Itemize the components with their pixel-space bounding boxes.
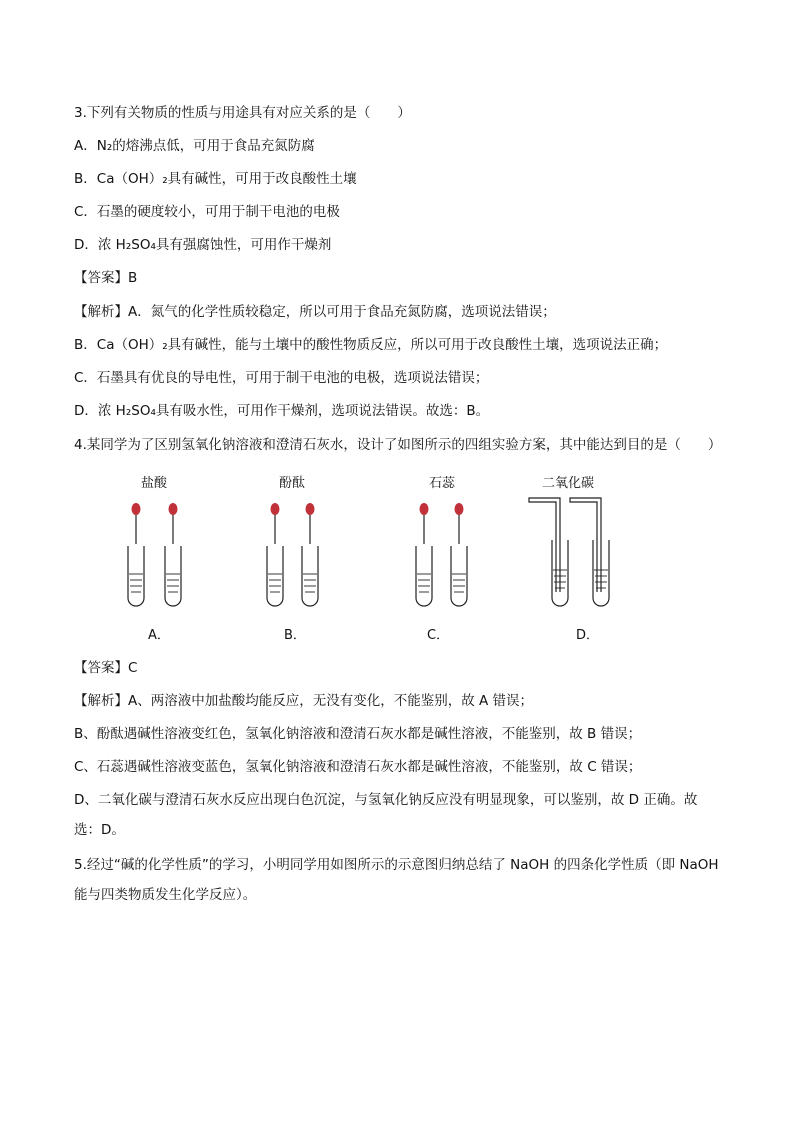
- q3-stem: 3.下列有关物质的性质与用途具有对应关系的是（ ）: [74, 105, 411, 121]
- set-c-droppers: [424, 510, 459, 544]
- q3-analysis-a: 【解析】A．氮气的化学性质较稳定，所以可用于食品充氮防腐，选项说法错误；: [74, 304, 556, 320]
- test-tubes-illustration: [74, 462, 724, 652]
- liquid-b: [268, 574, 317, 592]
- q3-option-a: A．N₂的熔沸点低，可用于食品充氮防腐: [74, 138, 315, 154]
- q4-stem: 4.某同学为了区别氢氧化钠溶液和澄清石灰水，设计了如图所示的四组实验方案，其中能达到目的是（ ）: [74, 437, 722, 453]
- q4-analysis-d: D、二氧化碳与澄清石灰水反应出现白色沉淀，与氢氧化钠反应没有明显现象，可以鉴别，故 D 正确。故选：D。: [74, 792, 698, 838]
- option-label-b: B．: [284, 628, 306, 643]
- liquid-c: [417, 574, 466, 592]
- liquid-a: [129, 574, 180, 592]
- q4-analysis-c: C、石蕊遇碱性溶液变蓝色，氢氧化钠溶液和澄清石灰水都是碱性溶液，不能鉴别，故 C 错误；: [74, 759, 642, 775]
- test-tube-a2: [165, 546, 181, 606]
- option-label-c: C．: [427, 628, 450, 643]
- q3-analysis-b: B．Ca（OH）₂具有碱性，能与土壤中的酸性物质反应，所以可用于改良酸性土壤，选项说法正确；: [74, 337, 668, 353]
- reagent-label-co2: 二氧化碳: [542, 476, 595, 491]
- option-label-a: A．: [148, 628, 170, 643]
- dropper-bulbs: [132, 503, 464, 515]
- reagent-label-litmus: 石蕊: [429, 476, 456, 491]
- test-tube-b1: [267, 546, 283, 606]
- q4-experiment-figure: [74, 462, 724, 652]
- option-label-d: D．: [576, 628, 600, 643]
- gas-delivery-tube-d2: [570, 498, 601, 592]
- q3-option-b: B．Ca（OH）₂具有碱性，可用于改良酸性土壤: [74, 171, 357, 187]
- q5-stem: 5.经过“碱的化学性质”的学习，小明同学用如图所示的示意图归纳总结了 NaOH 的四条化学性质（即 NaOH 能与四类物质发生化学反应）。: [74, 857, 719, 903]
- q4-answer: 【答案】C: [74, 660, 138, 676]
- test-tube-b2: [302, 546, 318, 606]
- q3-answer: 【答案】B: [74, 270, 138, 286]
- q3-option-d: D．浓 H₂SO₄具有强腐蚀性，可用作干燥剂: [74, 237, 332, 253]
- set-a-droppers: [136, 510, 173, 544]
- q4-analysis-a: 【解析】A、两溶液中加盐酸均能反应，无没有变化，不能鉴别，故 A 错误；: [74, 693, 534, 709]
- reagent-label-hcl: 盐酸: [141, 476, 168, 491]
- q3-option-c: C．石墨的硬度较小，可用于制干电池的电极: [74, 204, 340, 220]
- q3-analysis-c: C．石墨具有优良的导电性，可用于制干电池的电极，选项说法错误；: [74, 370, 489, 386]
- test-tube-c2: [451, 546, 467, 606]
- set-b-droppers: [275, 510, 310, 544]
- test-tube-c1: [416, 546, 432, 606]
- gas-delivery-tube-d1: [529, 498, 560, 592]
- reagent-label-phenolphthalein: 酚酞: [279, 476, 306, 491]
- test-tube-a1: [128, 546, 144, 606]
- liquid-d: [553, 570, 608, 588]
- q3-analysis-d: D．浓 H₂SO₄具有吸水性，可用作干燥剂，选项说法错误。故选：B。: [74, 403, 490, 419]
- q4-analysis-b: B、酚酞遇碱性溶液变红色，氢氧化钠溶液和澄清石灰水都是碱性溶液，不能鉴别，故 B 错误；: [74, 726, 642, 742]
